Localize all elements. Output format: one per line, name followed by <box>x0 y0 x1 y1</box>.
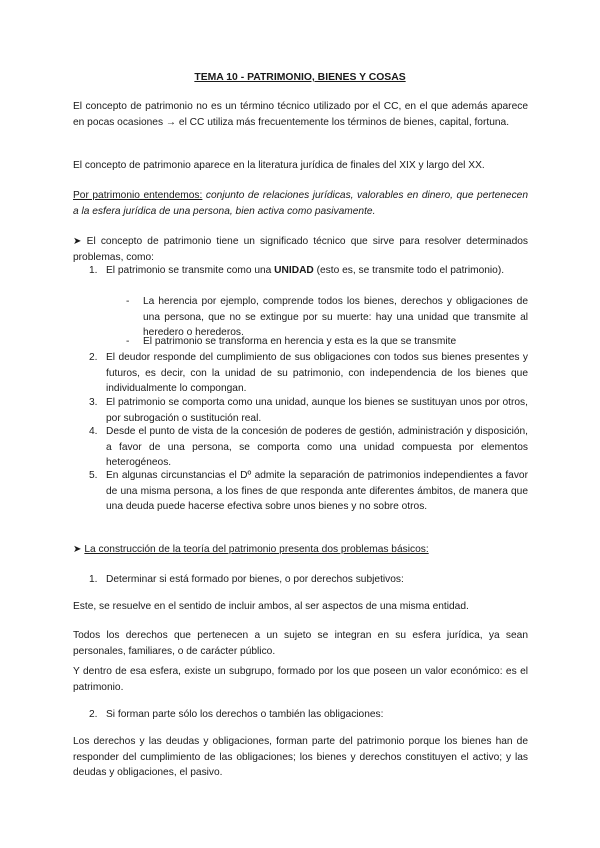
question-text: Determinar si está formado por bienes, o por derechos subjetivos: <box>106 574 404 585</box>
list-item-number: 4. <box>89 426 98 437</box>
list-item-number: 3. <box>89 397 98 408</box>
list-item-number: 1. <box>89 265 98 276</box>
answer-paragraph: Todos los derechos que pertenecen a un sujeto se integran en su esfera jurídica, ya sean personales, familiares, o de carácter público. <box>73 630 528 657</box>
sub-list-item-text: La herencia por ejemplo, comprende todos los bienes, derechos y obligaciones de una persona, que no se extingue por su muerte: hay una unidad que transmite al heredero o herederos. <box>143 296 528 338</box>
intro-paragraph-2: El concepto de patrimonio aparece en la literatura jurídica de finales del XIX y largo del XX. <box>73 160 485 171</box>
list-item-text: El patrimonio se comporta como una unidad, aunque los bienes se sustituyan unos por otros, por subrogación o sustitución real. <box>106 397 528 424</box>
list-item-number: 2. <box>89 352 98 363</box>
intro-paragraph-1: El concepto de patrimonio no es un término técnico utilizado por el CC, en el que además aparece en pocas ocasiones → el CC utiliza más frecuentemente los términos de bienes, capital, fortuna. <box>73 101 528 128</box>
answer-paragraph: Y dentro de esa esfera, existe un subgrupo, formado por los que poseen un valor económico: es el patrimonio. <box>73 666 528 693</box>
answer-paragraph: Los derechos y las deudas y obligaciones, forman parte del patrimonio porque los bienes han de responder del cumplimiento de las obligaciones; los bienes y derechos constituyen el activo; y las deudas y obligaciones, el pasivo. <box>73 736 528 778</box>
list-item-text: En algunas circunstancias el Dº admite la separación de patrimonios independientes a favor de una misma persona, a los fines de que responda ante diferentes ámbitos, de manera que una deuda puede hacerse efectiva sobre unos bienes y no sobre otros. <box>106 470 528 512</box>
answer-paragraph: Este, se resuelve en el sentido de incluir ambos, al ser aspectos de una misma entidad. <box>73 601 469 612</box>
page-title: TEMA 10 - PATRIMONIO, BIENES Y COSAS <box>194 72 406 83</box>
unidad-emphasis: UNIDAD <box>274 265 314 276</box>
definition-text: conjunto de relaciones jurídicas, valorables en dinero, que pertenecen a la esfera jurídica de una persona, bien activa como pasivamente. <box>73 190 529 217</box>
question-text: Si forman parte sólo los derechos o también las obligaciones: <box>106 709 384 720</box>
list-item-text: El deudor responde del cumplimiento de sus obligaciones con todos sus bienes presentes y futuros, es decir, con la unidad de su patrimonio, con independencia de los bienes que individualmente lo compongan. <box>106 352 528 394</box>
definition-paragraph <box>73 188 528 219</box>
section2-heading-text: La construcción de la teoría del patrimonio presenta dos problemas básicos: <box>84 544 429 555</box>
definition-lead: Por patrimonio entendemos: <box>73 190 203 201</box>
list-item-text: El patrimonio se transmite como una UNIDAD (esto es, se transmite todo el patrimonio). <box>106 265 505 276</box>
question-number: 1. <box>89 574 98 585</box>
list-item-text: Desde el punto de vista de la concesión de poderes de gestión, administración y disposición, a favor de una persona, se comporta como una unidad compuesta por elementos heterogéneos. <box>106 426 528 468</box>
section2-heading: ➤ La construcción de la teoría del patrimonio presenta dos problemas básicos: <box>73 544 429 555</box>
sub-list-item-text: El patrimonio se transforma en herencia y esta es la que se transmite <box>143 336 457 347</box>
section1-intro: ➤ El concepto de patrimonio tiene un significado técnico que sirve para resolver determinados problemas, como: <box>73 236 528 263</box>
question-number: 2. <box>89 709 98 720</box>
document-page: TEMA 10 - PATRIMONIO, BIENES Y COSAS El concepto de patrimonio no es un término técnico utilizado por el CC, en el que además aparece en pocas ocasiones → el CC utiliza más frecuentemente los términos de bienes, capital, fortuna. El concepto de patrimonio aparece en la literatura jurídica de finales del XIX y largo del XX. Por patrimonio entendemos: conjunto de relaciones jurídicas, valorables en dinero, que pertenecen a la esfera jurídica de una persona, bien activa como pasivamente. ➤ El concepto de patrimonio tiene un significado técnico que sirve para resolver determinados problemas, como: 1. El patrimonio se transmite como una UNIDAD (esto es, se transmite todo el patrimonio). - La herencia por ejemplo, comprende todos los bienes, derechos y obligaciones de una persona, que no se extingue por su muerte: hay una unidad que transmite al heredero o herederos. - El patrimonio se transforma en herencia y esta es la que se transmite 2. El deudor responde del cumplimiento de sus obligaciones con todos sus bienes presentes y futuros, es decir, con la unidad de su patrimonio, con independencia de los bienes que individualmente lo compongan. 3. El patrimonio se comporta como una unidad, aunque los bienes se sustituyan unos por otros, por subrogación o sustitución real. 4. Desde el punto de vista de la concesión de poderes de gestión, administración y disposición, a favor de una persona, se comporta como una unidad compuesta por elementos heterogéneos. 5. En algunas circunstancias el Dº admite la separación de patrimonios independientes a favor de una misma persona, a los fines de que responda ante diferentes ámbitos, de manera que una deuda puede hacerse efectiva sobre unos bienes y no sobre otros. ➤ La construcción de la teoría del patrimonio presenta dos problemas básicos: 1. Determinar si está formado por bienes, o por derechos subjetivos: Este, se resuelve en el sentido de incluir ambos, al ser aspectos de una misma entidad. Todos los derechos que pertenecen a un sujeto se integran en su esfera jurídica, ya sean personales, familiares, o de carácter público. Y dentro de esa esfera, existe un subgrupo, formado por los que poseen un valor económico: es el patrimonio. 2. Si forman parte sólo los derechos o también las obligaciones: Los derechos y las deudas y obligaciones, forman parte del patrimonio porque los bienes han de responder del cumplimiento de las obligaciones; los bienes y derechos constituyen el activo; y las deudas y obligaciones, el pasivo. <box>0 0 600 848</box>
list-item-number: 5. <box>89 470 98 481</box>
